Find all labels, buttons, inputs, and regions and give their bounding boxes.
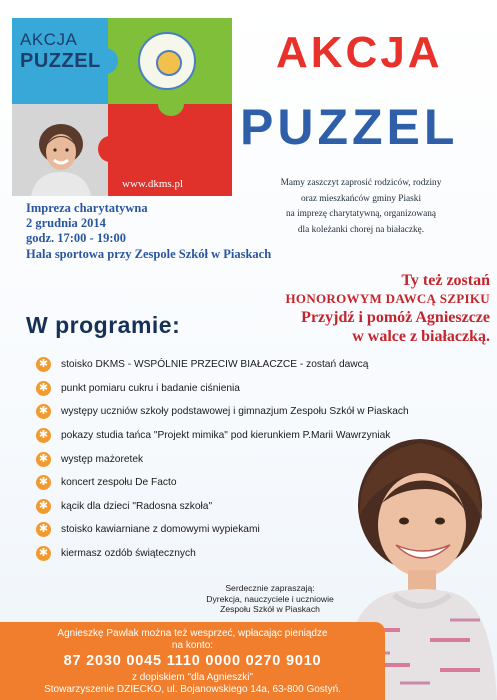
star-bullet-icon: ✱ xyxy=(36,475,51,490)
girl-photo-small xyxy=(26,114,96,196)
foundation-seal-icon xyxy=(138,32,196,90)
banner-line-1: Agnieszkę Pawlak można też wesprzeć, wpłacając pieniądze xyxy=(57,628,328,639)
call-line-4: w walce z białaczką. xyxy=(352,328,490,345)
logo-text-puzzel: PUZZEL xyxy=(20,50,101,72)
logo-url: www.dkms.pl xyxy=(122,178,184,190)
event-time: godz. 17:00 - 19:00 xyxy=(26,231,126,245)
title-puzzel: PUZZEL xyxy=(240,99,459,155)
logo-text-akcja: AKCJA xyxy=(20,30,78,49)
star-bullet-icon: ✱ xyxy=(36,546,51,561)
star-bullet-icon: ✱ xyxy=(36,404,51,419)
puzzle-tab xyxy=(98,136,122,162)
program-item-text: punkt pomiaru cukru i badanie ciśnienia xyxy=(61,382,240,394)
program-item-text: kącik dla dzieci "Radosna szkoła" xyxy=(61,500,213,512)
event-venue: Hala sportowa przy Zespole Szkół w Piaskach xyxy=(26,247,272,261)
program-heading: W programie: xyxy=(26,312,181,338)
intro-line: na imprezę charytatywną, organizowaną xyxy=(285,209,437,219)
star-bullet-icon: ✱ xyxy=(36,522,51,537)
invitation-text xyxy=(196,583,344,615)
bank-account-number: 87 2030 0045 1110 0000 0270 9010 xyxy=(63,653,322,669)
program-item-text: pokazy studia tańca "Projekt mimika" pod kierunkiem P.Marii Wawrzyniak xyxy=(61,430,391,442)
event-type: Impreza charytatywna xyxy=(26,201,148,215)
program-item-text: kiermasz ozdób świątecznych xyxy=(61,548,196,560)
program-item-text: koncert zespołu De Facto xyxy=(61,477,177,489)
call-line-2: HONOROWYM DAWCĄ SZPIKU xyxy=(285,291,490,306)
event-date: 2 grudnia 2014 xyxy=(26,216,106,230)
call-line-3: Przyjdź i pomóż Agnieszcze xyxy=(301,309,490,326)
program-item-text: występ mażoretek xyxy=(61,453,144,465)
invite-line: Dyrekcja, nauczyciele i uczniowie xyxy=(206,593,334,604)
puzzle-tab xyxy=(158,92,184,116)
banner-line-4: z dopiskiem "dla Agnieszki" xyxy=(131,672,254,683)
intro-line: Mamy zaszczyt zaprosić rodziców, rodziny xyxy=(280,178,442,188)
list-item xyxy=(36,377,409,401)
star-bullet-icon: ✱ xyxy=(36,499,51,514)
intro-line: dla koleżanki chorej na białaczkę. xyxy=(297,224,425,235)
invite-line: Zespołu Szkół w Piaskach xyxy=(220,604,320,614)
call-line-1: Ty też zostań xyxy=(401,272,490,289)
puzzle-piece-gray xyxy=(12,104,108,196)
star-bullet-icon: ✱ xyxy=(36,357,51,372)
banner-line-2: na konto: xyxy=(171,640,214,651)
event-info xyxy=(26,201,271,262)
list-item xyxy=(36,400,409,424)
puzzle-logo xyxy=(12,18,232,196)
title-akcja: AKCJA xyxy=(276,28,443,77)
star-bullet-icon: ✱ xyxy=(36,452,51,467)
star-bullet-icon: ✱ xyxy=(36,428,51,443)
invite-line: Serdecznie zapraszają: xyxy=(225,583,315,593)
banner-line-5: Stowarzyszenie DZIECKO, ul. Bojanowskiego 14a, 63-800 Gostyń. xyxy=(44,684,341,695)
star-bullet-icon: ✱ xyxy=(36,381,51,396)
donor-call xyxy=(258,271,490,346)
program-item-text: stoisko kawiarniane z domowymi wypiekami xyxy=(61,524,260,536)
list-item xyxy=(36,353,409,377)
intro-line: oraz mieszkańców gminy Piaski xyxy=(300,193,422,204)
program-item-text: stoisko DKMS - WSPÓLNIE PRZECIW BIAŁACZCE - zostań dawcą xyxy=(61,359,369,371)
intro-text xyxy=(248,176,474,238)
donation-banner xyxy=(0,622,385,700)
program-item-text: występy uczniów szkoły podstawowej i gimnazjum Zespołu Szkół w Piaskach xyxy=(61,406,409,418)
